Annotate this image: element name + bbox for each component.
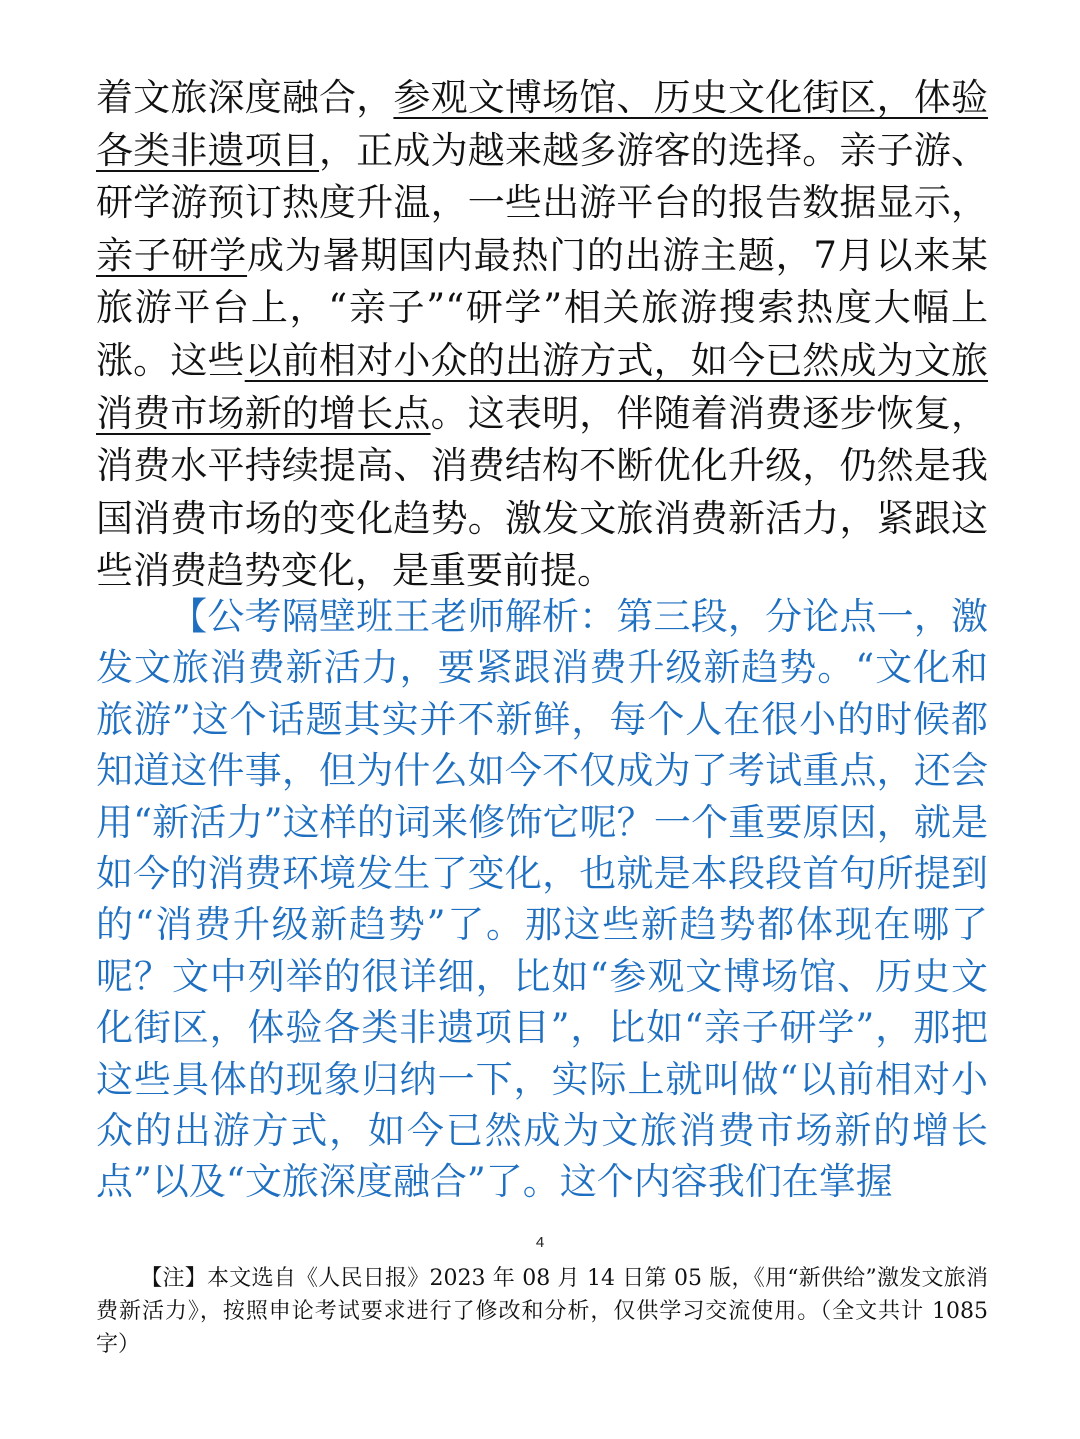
source-note <box>96 1262 988 1361</box>
body-text-segment: ，正成为越来越多游客的选择。亲子游、研学游预订热度升温，一些出游平台的报告数据显示， <box>96 128 989 225</box>
analysis-text: 【公考隔壁班王老师解析：第三段，分论点一，激发文旅消费新活力，要紧跟消费升级新趋势。“文化和旅游”这个话题其实并不新鲜，每个人在很小的时候都知道这件事，但为什么如今不仅成为了考试重点，还会用“新活力”这样的词来修饰它呢？一个重要原因，就是如今的消费环境发生了变化，也就是本段段首句所提到的“消费升级新趋势”了。那这些新趋势都体现在哪了呢？文中列举的很详细，比如“参观文博场馆、历史文化街区，体验各类非遗项目”，比如“亲子研学”，那把这些具体的现象归纳一下，实际上就叫做“以前相对小众的出游方式，如今已然成为文旅消费市场新的增长点”以及“文旅深度融合”了。这个内容我们在掌握 <box>96 595 988 1204</box>
article-body-paragraph <box>96 72 988 598</box>
teacher-analysis-paragraph <box>96 591 988 1208</box>
underlined-phrase: 参观文博场馆、历史文化街区，体验各类非遗项目 <box>96 76 989 172</box>
page-number: 4 <box>535 1234 545 1251</box>
underlined-phrase: 亲子研学 <box>96 233 248 277</box>
body-text-segment: 着文旅深度融合， <box>96 76 394 119</box>
underlined-phrase: 以前相对小众的出游方式，如今已然成为文旅消费市场新的增长点 <box>96 338 989 435</box>
body-text-segment: 成为暑期国内最热门的出游主题，7月以来某旅游平台上，“亲子”“研学”相关旅游搜索热度大幅上涨。这些 <box>96 233 989 382</box>
body-text-segment: 。这表明，伴随着消费逐步恢复，消费水平持续提高、消费结构不断优化升级，仍然是我国消费市场的变化趋势。激发文旅消费新活力，紧跟这些消费趋势变化，是重要前提。 <box>96 391 989 593</box>
source-note-text: 【注】本文选自《人民日报》2023 年 08 月 14 日第 05 版，《用“新供给”激发文旅消费新活力》，按照申论考试要求进行了修改和分析，仅供学习交流使用。（全文共计 1085 字） <box>96 1266 988 1357</box>
